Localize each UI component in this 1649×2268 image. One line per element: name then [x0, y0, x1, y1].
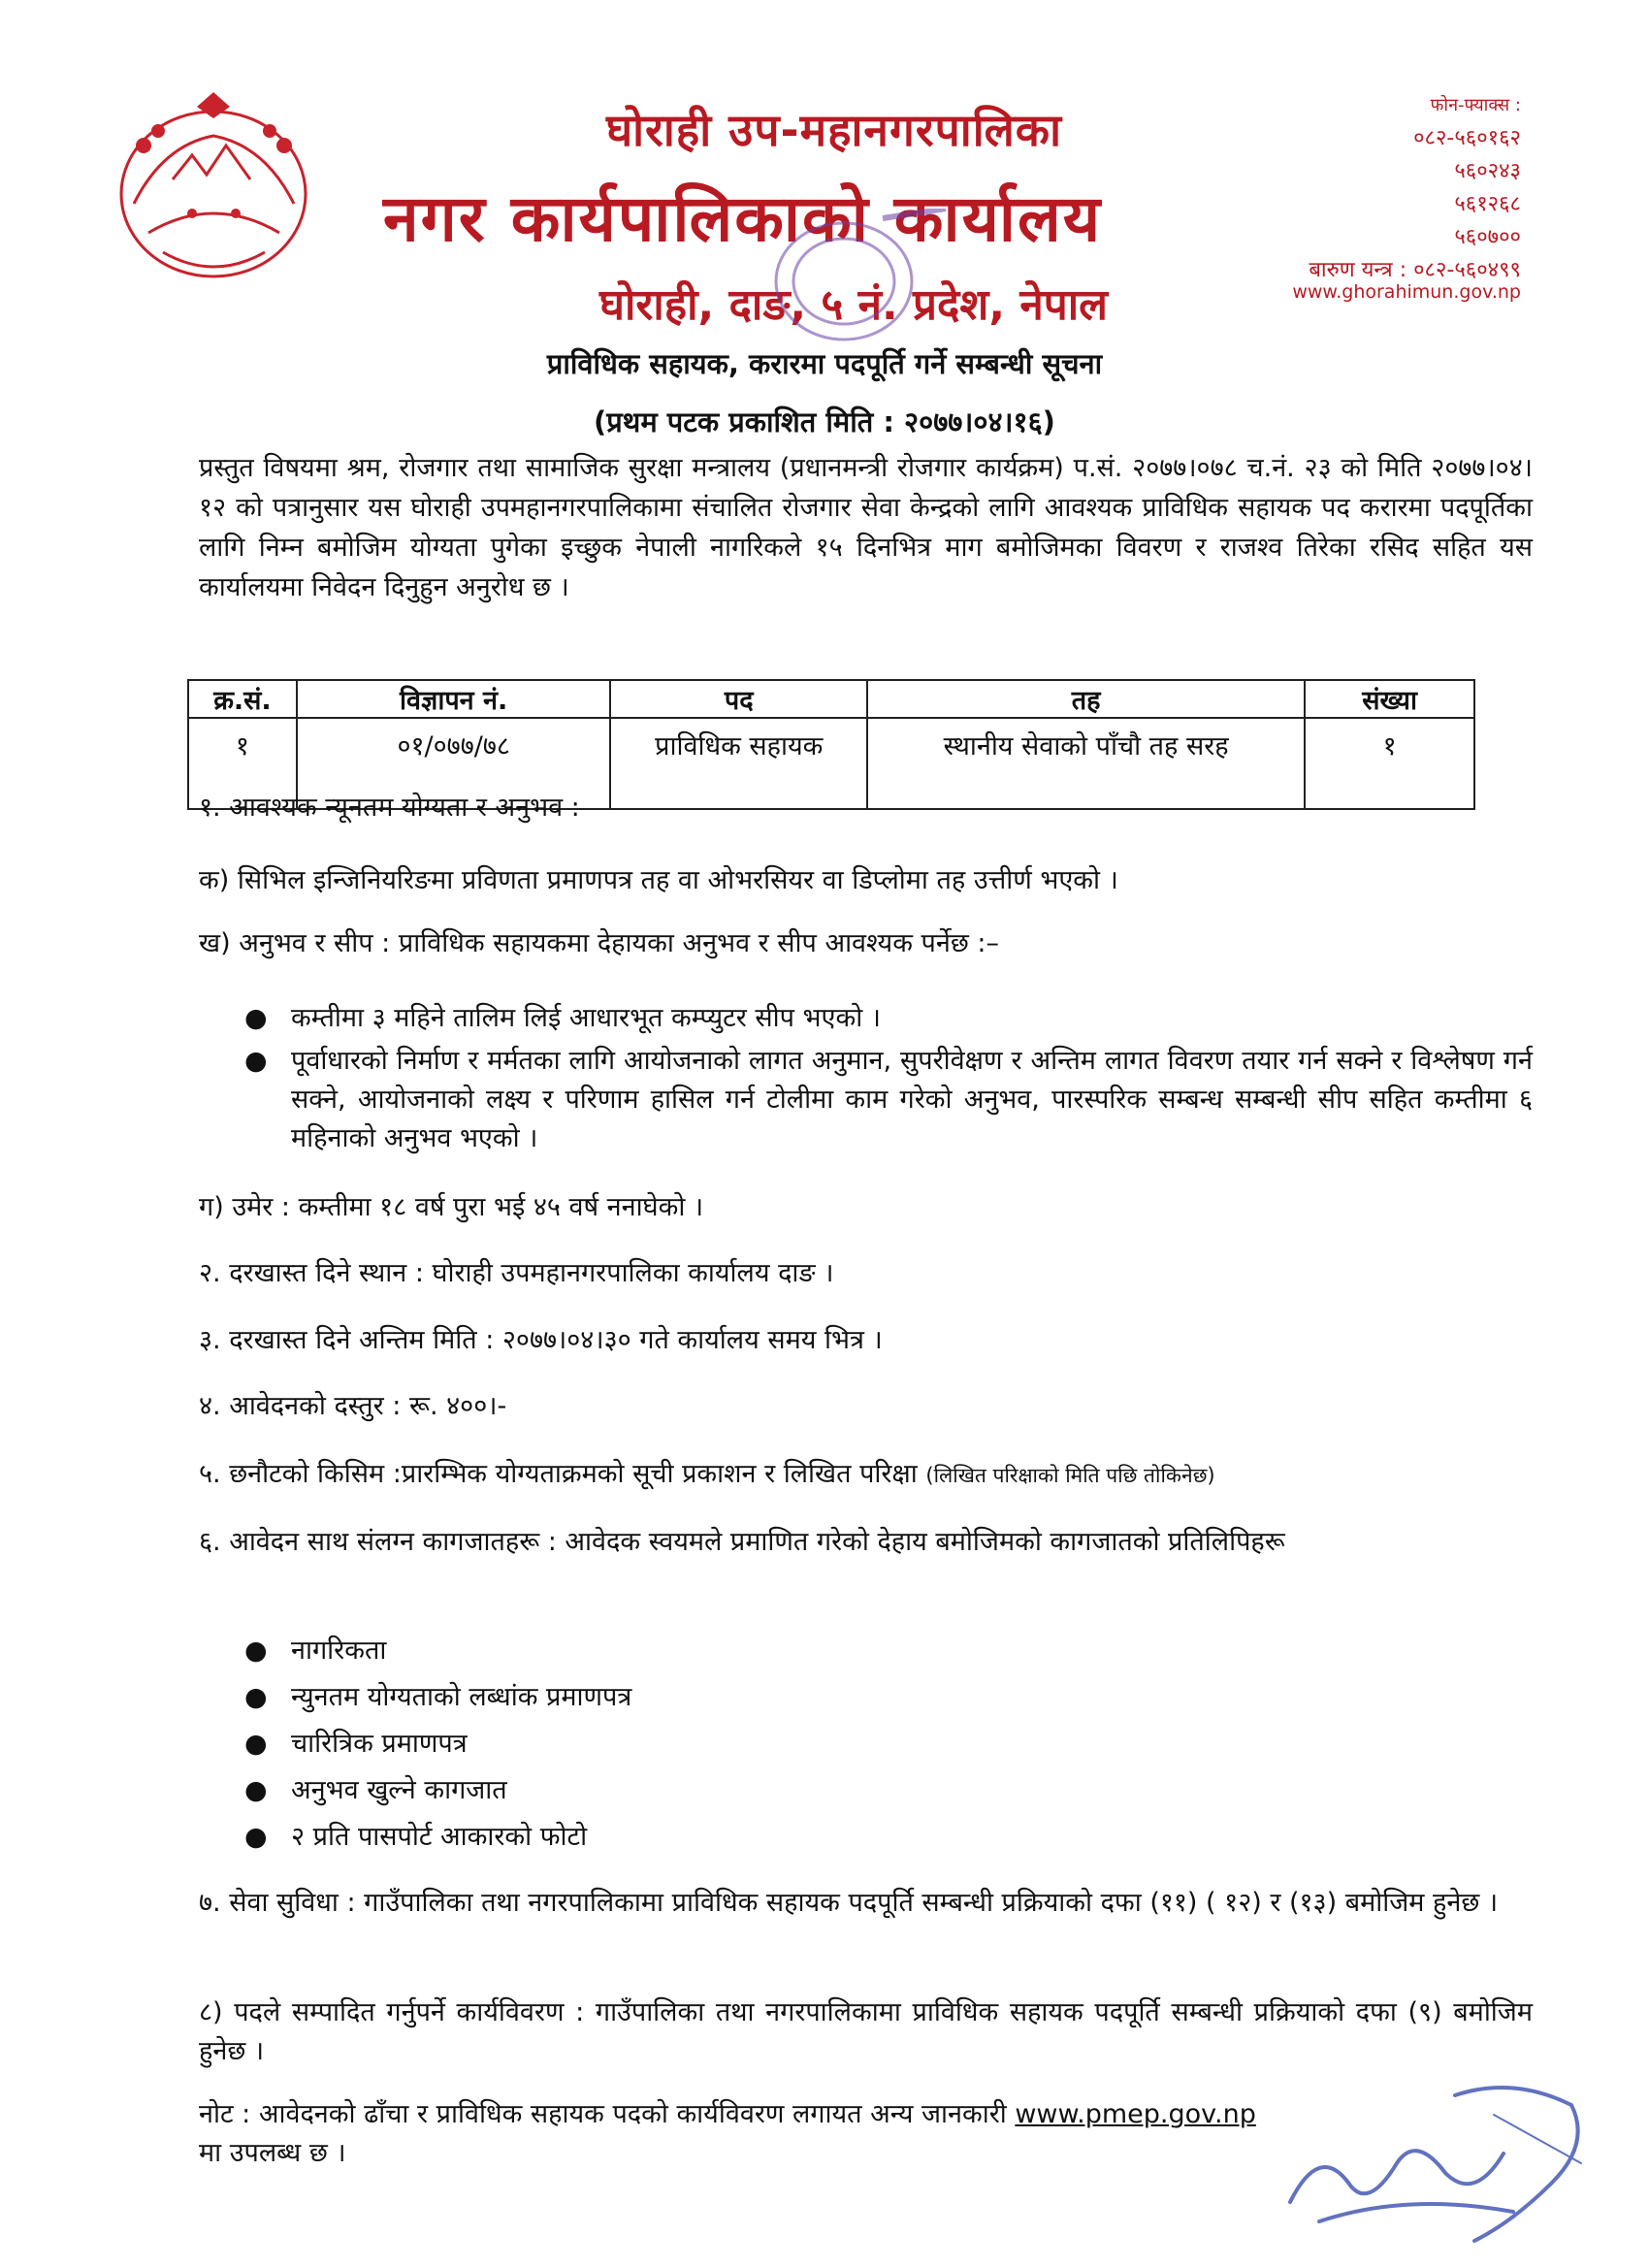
- bullet-icon: ●: [244, 1682, 268, 1712]
- list-item-text: चारित्रिक प्रमाणपत्र: [291, 1729, 468, 1759]
- note-text: नोट : आवेदनको ढाँचा र प्राविधिक सहायक पदको कार्यविवरण लगायत अन्य जानकारी: [199, 2099, 1016, 2129]
- column-header: संख्या: [1305, 680, 1474, 718]
- section-1-kha: ख) अनुभव र सीप : प्राविधिक सहायकमा देहायका अनुभव र सीप आवश्यक पर्नेछ :–: [199, 928, 999, 958]
- section-1-ga: ग) उमेर : कम्तीमा १८ वर्ष पुरा भई ४५ वर्ष ननाघेको ।: [199, 1192, 704, 1222]
- contact-label: फोन-फ्याक्स :: [1430, 95, 1521, 115]
- note-text-end: मा उपलब्ध छ ।: [199, 2138, 346, 2168]
- bullet-icon: ●: [244, 1775, 268, 1805]
- table-cell: ०१/०७७/७८: [297, 718, 611, 809]
- phone-number: ५६०७००: [1454, 225, 1521, 249]
- section-2: २. दरखास्त दिने स्थान : घोराही उपमहानगरपालिका कार्यालय दाङ ।: [199, 1258, 834, 1288]
- table-header-row: [188, 680, 1474, 718]
- table-cell: १: [1305, 718, 1474, 809]
- documents-list: [242, 1628, 1406, 1861]
- list-item: [242, 1674, 1406, 1721]
- section-8: ८) पदले सम्पादित गर्नुपर्ने कार्यविवरण : गाउँपालिका तथा नगरपालिकामा प्राविधिक सहायक पदपूर्ति सम्बन्धी प्रक्रियाको दफा (९) बमोजिम हुनेछ ।: [199, 1997, 1533, 2066]
- table-cell: प्राविधिक सहायक: [610, 718, 867, 809]
- fire-brigade-number: बारुण यन्त्र : ०८२-५६०४९९: [1309, 258, 1521, 282]
- bullet-icon: ●: [244, 1822, 268, 1852]
- list-item-text: २ प्रति पासपोर्ट आकारको फोटो: [291, 1822, 588, 1852]
- skills-list: [242, 999, 1533, 1158]
- column-header: पद: [610, 680, 867, 718]
- phone-number: ५६१२६८: [1454, 192, 1521, 216]
- list-item: [242, 1721, 1406, 1767]
- municipality-name: घोराही उप-महानगरपालिका: [605, 104, 1063, 156]
- bullet-icon: ●: [244, 1729, 268, 1759]
- section-5: [199, 1455, 1215, 1495]
- section-1-heading: १. आवश्यक न्यूनतम योग्यता र अनुभव :: [199, 793, 580, 823]
- section-1-ka: क) सिभिल इन्जिनियरिङमा प्रविणता प्रमाणपत्र तह वा ओभरसियर वा डिप्लोमा तह उत्तीर्ण भएको ।: [199, 865, 1118, 895]
- intro-paragraph: प्रस्तुत विषयमा श्रम, रोजगार तथा सामाजिक सुरक्षा मन्त्रालय (प्रधानमन्त्री रोजगार कार्यक्रम) प.सं. २०७७।०७८ च.नं. २३ को मिति २०७७।०४।१२ को पत्रानुसार यस घोराही उपमहानगरपालिकामा संचालित रोजगार सेवा केन्द्रको लागि आवश्यक प्राविधिक सहायक पद करारमा पदपूर्तिका लागि निम्न बमोजिम योग्यता पुगेका इच्छुक नेपाली नागरिकले १५ दिनभित्र माग बमोजिमका विवरण र राजश्व तिरेका रसिद सहित यस कार्यालयमा निवेदन दिनुहुन अनुरोध छ ।: [199, 453, 1533, 602]
- bullet-icon: ●: [244, 1003, 268, 1033]
- list-item-text: अनुभव खुल्ने कागजात: [291, 1775, 507, 1805]
- column-header: तह: [867, 680, 1305, 718]
- section-7: ७. सेवा सुविधा : गाउँपालिका तथा नगरपालिकामा प्राविधिक सहायक पदपूर्ति सम्बन्धी प्रक्रियाको दफा (११) ( १२) र (१३) बमोजिम हुनेछ ।: [199, 1888, 1499, 1918]
- section-5-note: (लिखित परिक्षाको मिति पछि तोकिनेछ): [925, 1464, 1215, 1487]
- phone-number: ५६०२४३: [1454, 159, 1521, 183]
- section-4: ४. आवेदनको दस्तुर : रू. ४००।-: [199, 1391, 507, 1421]
- table-cell: स्थानीय सेवाको पाँचौ तह सरह: [867, 718, 1305, 809]
- list-item-text: नागरिकता: [291, 1636, 387, 1666]
- list-item-text: न्युनतम योग्यताको लब्धांक प्रमाणपत्र: [291, 1682, 632, 1712]
- contact-block: [1309, 89, 1521, 287]
- column-header: विज्ञापन नं.: [297, 680, 611, 718]
- table-cell: १: [188, 718, 297, 809]
- list-item: [242, 1814, 1406, 1861]
- office-name: नगर कार्यपालिकाको कार्यालय: [383, 181, 1102, 256]
- column-header: क्र.सं.: [188, 680, 297, 718]
- section-5-text: ५. छनौटको किसिम :प्रारम्भिक योग्यताक्रमको सूची प्रकाशन र लिखित परिक्षा: [199, 1459, 918, 1489]
- list-item: [242, 1042, 1533, 1158]
- section-3: ३. दरखास्त दिने अन्तिम मिति : २०७७।०४।३० गते कार्यालय समय भित्र ।: [199, 1325, 883, 1355]
- website-link[interactable]: www.ghorahimun.gov.np: [1292, 281, 1521, 303]
- office-stamp-icon: [737, 209, 960, 354]
- office-address: घोराही, दाङ, ५ नं. प्रदेश, नेपाल: [598, 280, 1109, 330]
- bullet-icon: ●: [244, 1046, 268, 1076]
- list-item: [242, 999, 1533, 1038]
- publication-date: (प्रथम पटक प्रकाशित मिति : २०७७।०४।१६): [594, 405, 1055, 438]
- list-item: [242, 1767, 1406, 1814]
- bullet-icon: ●: [244, 1636, 268, 1666]
- phone-number: ०८२-५६०१६२: [1413, 126, 1521, 150]
- list-item-text: पूर्वाधारको निर्माण र मर्मतका लागि आयोजनाको लागत अनुमान, सुपरीवेक्षण र अन्तिम लागत विवरण तयार गर्न सक्ने र विश्लेषण गर्न सक्ने, आयोजनाको लक्ष्य र परिणाम हासिल गर्न टोलीमा काम गरेको अनुभव, पारस्परिक सम्बन्ध सम्बन्धी सीप सहित कम्तीमा ६ महिनाको अनुभव भएको ।: [291, 1046, 1533, 1153]
- notice-subject: प्राविधिक सहायक, करारमा पदपूर्ति गर्ने सम्बन्धी सूचना: [546, 347, 1103, 380]
- list-item: [242, 1628, 1406, 1674]
- signature-icon: [1261, 2057, 1620, 2265]
- list-item-text: कम्तीमा ३ महिने तालिम लिई आधारभूत कम्प्युटर सीप भएको ।: [291, 1003, 882, 1033]
- pmep-link[interactable]: www.pmep.gov.np: [1015, 2099, 1256, 2129]
- section-6: ६. आवेदन साथ संलग्न कागजातहरू : आवेदक स्वयमले प्रमाणित गरेको देहाय बमोजिमको कागजातको प्रतिलिपिहरू: [199, 1527, 1285, 1557]
